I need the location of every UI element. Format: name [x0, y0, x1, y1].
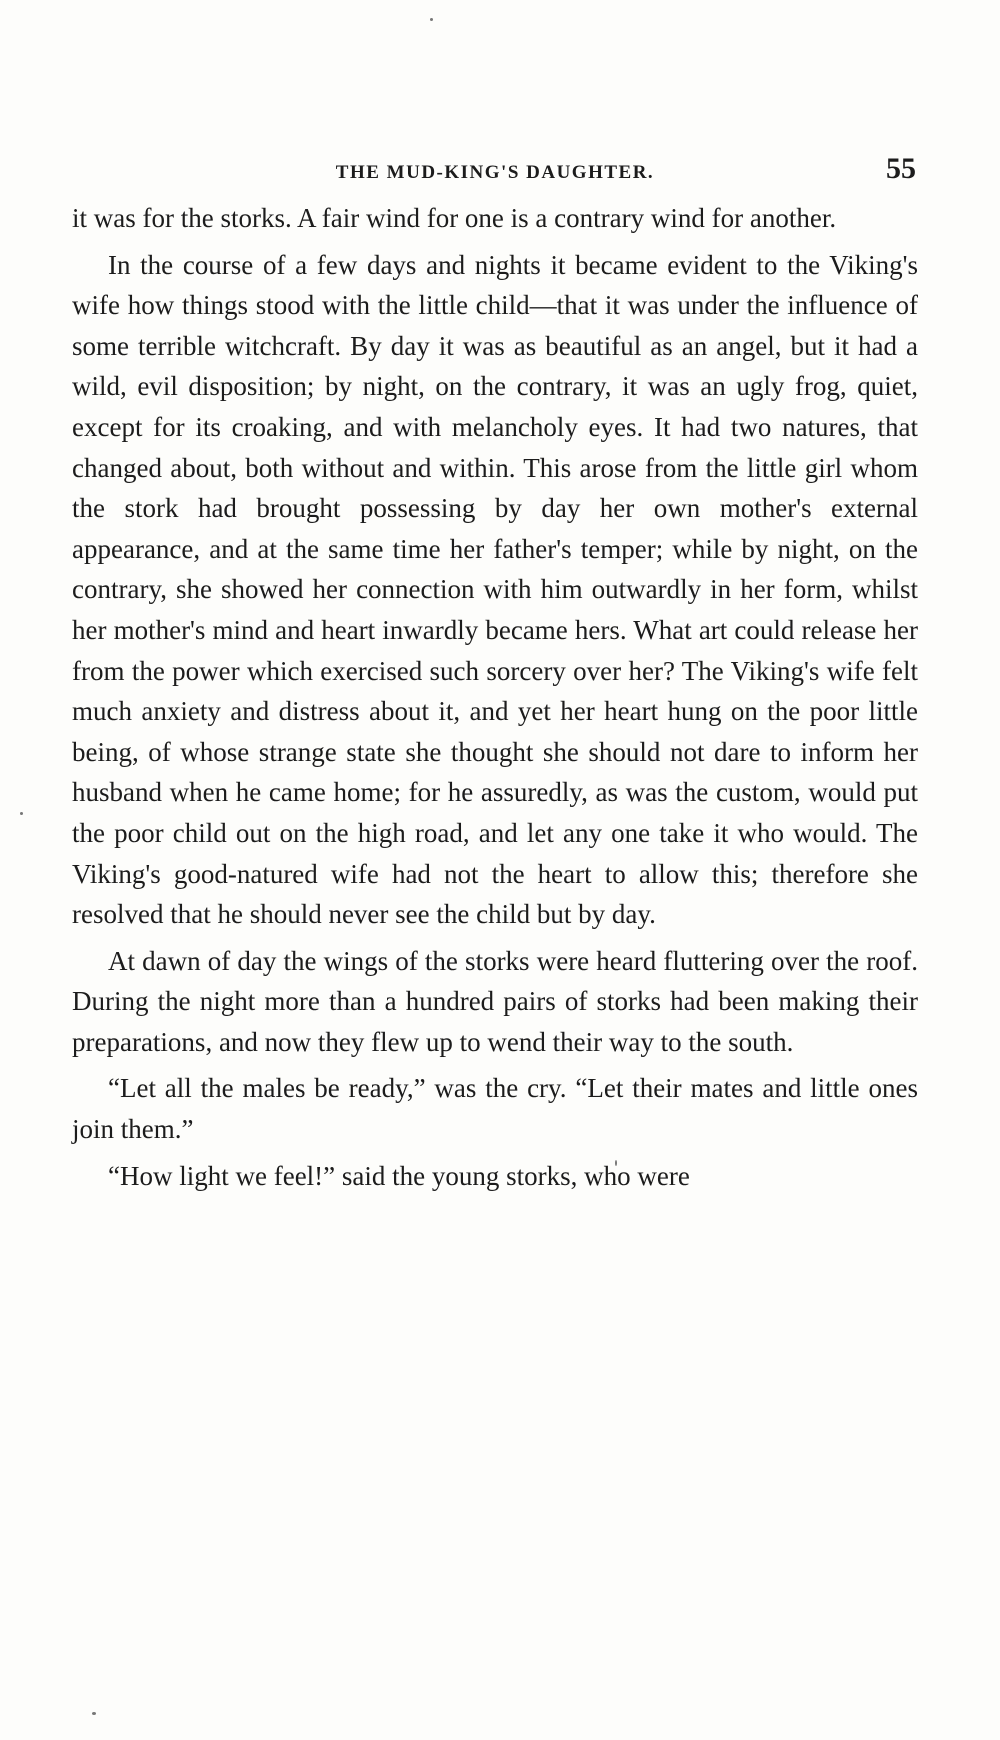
paragraph: In the course of a few days and nights it became evident to the Viking's wife how things stood with the little child—that it was under the influence of some terrible witchcraft. By day it was as beautiful as an angel, but it had a wild, evil disposition; by night, on the contrary, it was an ugly frog, quiet, except for its croaking, and with melancholy eyes. It had two natures, that changed about, both without and within. This arose from the little girl whom the stork had brought possessing by day her own mother's external appearance, and at the same time her father's temper; while by night, on the contrary, she showed her connection with him outwardly in her form, whilst her mother's mind and heart inwardly became hers. What art could release her from the power which exercised such sorcery over her? The Viking's wife felt much anxiety and distress about it, and yet her heart hung on the poor little being, of whose strange state she thought she should not dare to inform her husband when he came home; for he assuredly, as was the custom, would put the poor child out on the high road, and let any one take it who would. The Viking's good-natured wife had not the heart to allow this; therefore she resolved that he should never see the child but by day. [72, 249, 918, 930]
body-text [72, 198, 918, 1202]
running-title: THE MUD-KING'S DAUGHTER. [335, 162, 655, 183]
running-head [72, 150, 918, 190]
page-speck [20, 812, 23, 815]
paragraph-continued: it was for the storks. A fair wind for one is a contrary wind for another. [72, 203, 837, 233]
page-number: 55 [886, 152, 916, 185]
page-speck [430, 18, 433, 21]
paragraph: At dawn of day the wings of the storks were heard fluttering over the roof. During the night more than a hundred pairs of storks had been making their preparations, and now they flew up to wend their way to the south. [72, 945, 918, 1057]
paragraph: “Let all the males be ready,” was the cry. “Let their mates and little ones join them.” [72, 1073, 918, 1145]
paragraph: “How light we feel!” said the young storks, who were [108, 1160, 690, 1191]
page-speck [92, 1712, 96, 1715]
